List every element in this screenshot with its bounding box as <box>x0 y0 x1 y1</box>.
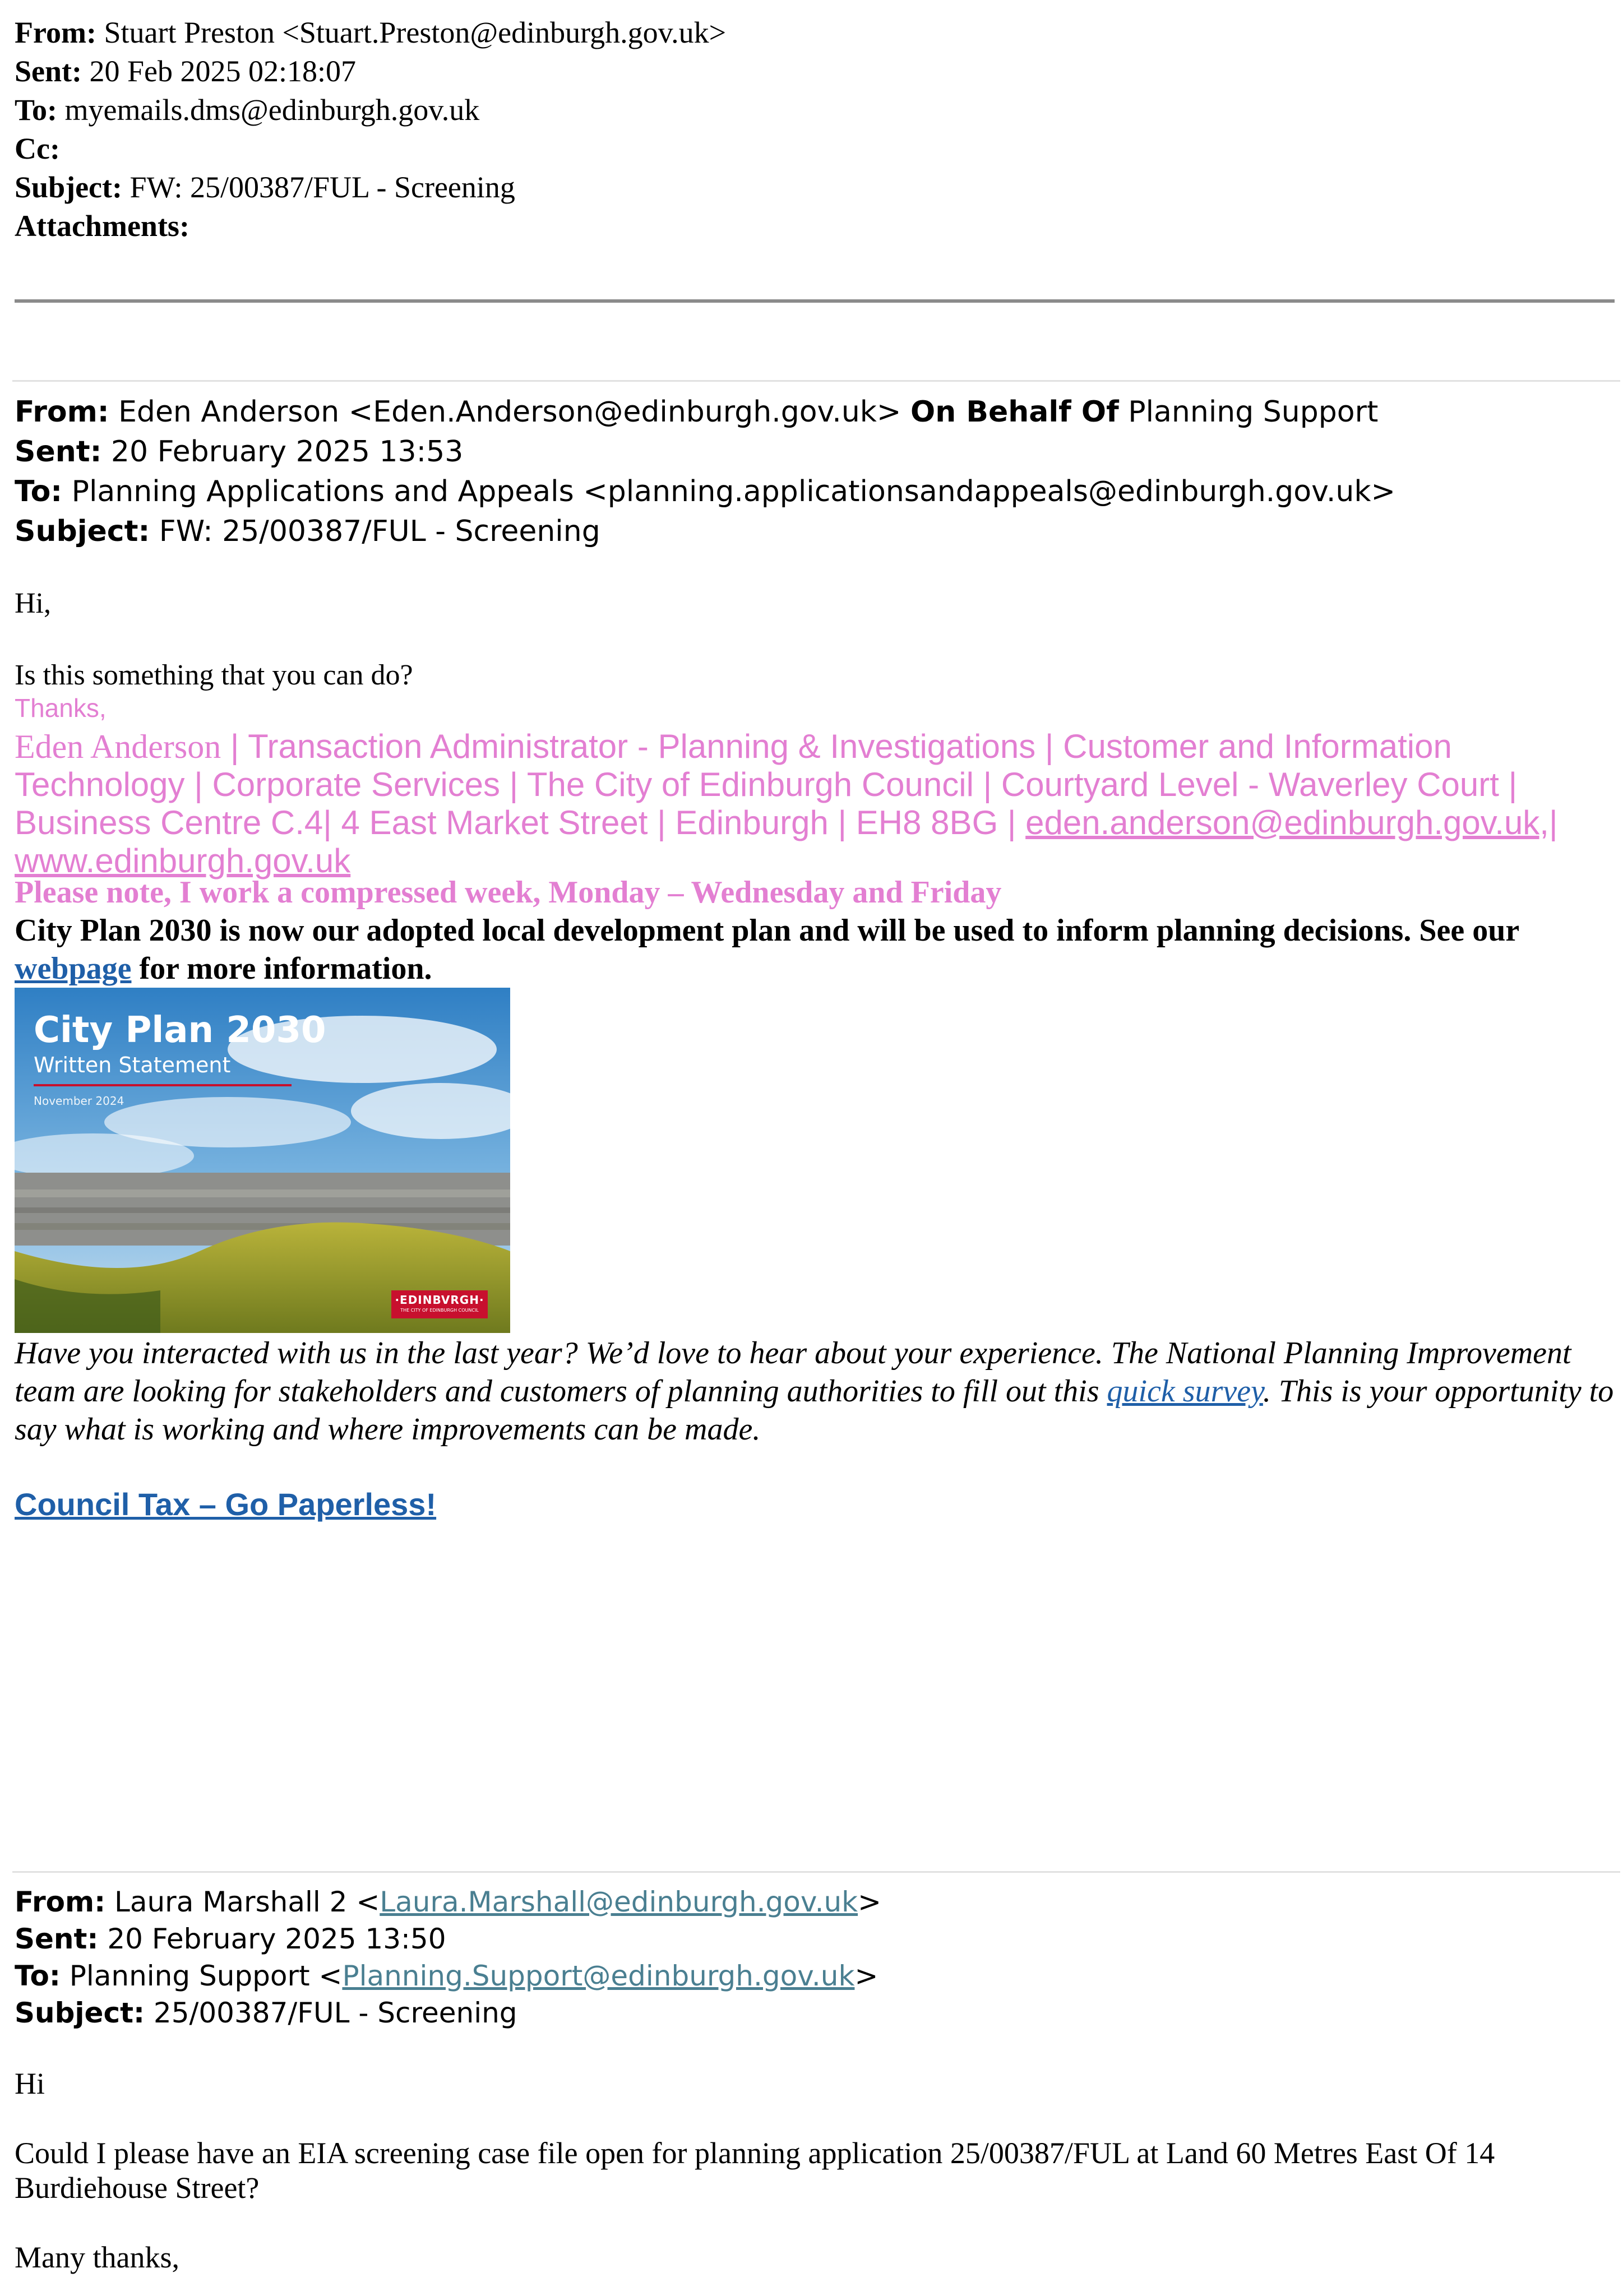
survey-paragraph <box>15 1334 1618 1448</box>
header-from-row <box>15 13 1607 52</box>
fwd-to-label: To: <box>15 475 63 508</box>
orig-to-name: Planning Support < <box>69 1960 343 1992</box>
header-sent-label: Sent: <box>15 54 82 88</box>
header-divider <box>15 299 1615 303</box>
orig-from-email-link[interactable]: Laura.Marshall@edinburgh.gov.uk <box>380 1886 858 1918</box>
compressed-week-note: Please note, I work a compressed week, Monday – Wednesday and Friday <box>15 875 1002 910</box>
forwarded-header <box>15 392 1618 552</box>
fwd-subject-row <box>15 512 1618 552</box>
fwd-from-value: Eden Anderson <Eden.Anderson@edinburgh.gov.uk> <box>118 395 901 429</box>
fwd-from-row <box>15 392 1618 432</box>
webpage-link[interactable]: webpage <box>15 951 132 986</box>
header-sent-row <box>15 52 1607 91</box>
fwd-thanks: Thanks, <box>15 693 107 723</box>
orig-to-close: > <box>854 1960 878 1992</box>
signature-name: Eden Anderson <box>15 728 221 765</box>
council-tax-link[interactable]: Council Tax – Go Paperless! <box>15 1487 437 1522</box>
orig-from-close: > <box>858 1886 882 1918</box>
quick-survey-link[interactable]: quick survey <box>1107 1374 1263 1409</box>
header-to-value: myemails.dms@edinburgh.gov.uk <box>64 93 480 127</box>
fwd-to-value: Planning Applications and Appeals <planning.applicationsandappeals@edinburgh.gov.uk> <box>71 475 1396 508</box>
orig-closing: Many thanks, <box>15 2241 179 2274</box>
edinburgh-logo <box>391 1290 488 1318</box>
orig-to-email-link[interactable]: Planning.Support@edinburgh.gov.uk <box>342 1960 855 1992</box>
logo-main-text: ·EDINBVRGH· <box>395 1293 484 1307</box>
survey-text: Have you interacted with us in the last year? We’d love to hear about your experience. The National Planning Improvement team are looking for stakeholders and customers of planning authorities to fill out this <box>15 1336 1571 1409</box>
banner-subtitle: Written Statement <box>34 1053 231 1077</box>
orig-to-label: To: <box>15 1960 61 1992</box>
header-attachments-row <box>15 207 1607 246</box>
orig-greeting: Hi <box>15 2067 45 2100</box>
city-plan-banner <box>15 988 510 1333</box>
orig-subject-label: Subject: <box>15 1997 145 2029</box>
fwd-from-label: From: <box>15 395 109 429</box>
orig-from-name: Laura Marshall 2 < <box>114 1886 380 1918</box>
fwd-sent-label: Sent: <box>15 435 102 469</box>
fwd-sent-row <box>15 432 1618 472</box>
orig-subject-value: 25/00387/FUL - Screening <box>153 1997 517 2029</box>
banner-title: City Plan 2030 <box>34 1010 326 1051</box>
orig-sent-value: 20 February 2025 13:50 <box>107 1923 446 1955</box>
survey-tail: . This is your opportunity to say what is working and where improvements can be made. <box>15 1374 1614 1447</box>
signature-details: | Transaction Administrator - Planning & Investigations | Customer and Information Technology | Corporate Services | The City of Edinburgh Council | Courtyard Level - Waverley Court | Business Centre C.4| 4 East Market Street | Edinburgh | EH8 8BG | <box>15 728 1518 841</box>
fwd-to-row <box>15 472 1618 512</box>
banner-date: November 2024 <box>34 1094 124 1108</box>
header-subject-value: FW: 25/00387/FUL - Screening <box>130 170 515 204</box>
print-header <box>15 13 1607 246</box>
signature-web-link[interactable]: www.edinburgh.gov.uk <box>15 842 351 879</box>
header-attachments-label: Attachments: <box>15 209 189 243</box>
orig-from-row <box>15 1883 1618 1920</box>
city-plan-note-tail: for more information. <box>131 951 432 986</box>
header-sent-value: 20 Feb 2025 02:18:07 <box>89 54 357 88</box>
fwd-sent-value: 20 February 2025 13:53 <box>110 435 464 469</box>
orig-to-row <box>15 1957 1618 1994</box>
forward-divider <box>12 380 1620 382</box>
signature-email-link[interactable]: eden.anderson@edinburgh.gov.uk,| <box>1025 804 1558 841</box>
fwd-on-behalf-label: On Behalf Of <box>910 395 1119 429</box>
header-subject-row <box>15 168 1607 207</box>
header-to-row <box>15 91 1607 129</box>
header-to-label: To: <box>15 93 58 127</box>
orig-sent-label: Sent: <box>15 1923 99 1955</box>
fwd-subject-label: Subject: <box>15 515 150 548</box>
header-from-value: Stuart Preston <Stuart.Preston@edinburgh.gov.uk> <box>104 16 727 49</box>
logo-sub-text: THE CITY OF EDINBURGH COUNCIL <box>400 1308 479 1313</box>
header-cc-row <box>15 129 1607 168</box>
orig-sent-row <box>15 1920 1618 1957</box>
email-signature <box>15 728 1623 880</box>
orig-request: Could I please have an EIA screening case file open for planning application 25/00387/FUL at Land 60 Metres East Of 14 Burdiehouse Street? <box>15 2136 1495 2205</box>
orig-subject-row <box>15 1994 1618 2031</box>
original-divider <box>12 1871 1620 1873</box>
fwd-question: Is this something that you can do? <box>15 659 413 691</box>
header-subject-label: Subject: <box>15 170 122 204</box>
original-header <box>15 1883 1618 2031</box>
city-plan-note <box>15 911 1618 988</box>
header-from-label: From: <box>15 16 96 49</box>
header-cc-label: Cc: <box>15 132 60 165</box>
orig-from-label: From: <box>15 1886 106 1918</box>
fwd-on-behalf-value: Planning Support <box>1128 395 1379 429</box>
city-plan-note-text: City Plan 2030 is now our adopted local development plan and will be used to inform planning decisions. See our <box>15 913 1519 948</box>
fwd-subject-value: FW: 25/00387/FUL - Screening <box>159 515 600 548</box>
fwd-greeting: Hi, <box>15 587 51 619</box>
banner-underline <box>34 1084 292 1086</box>
